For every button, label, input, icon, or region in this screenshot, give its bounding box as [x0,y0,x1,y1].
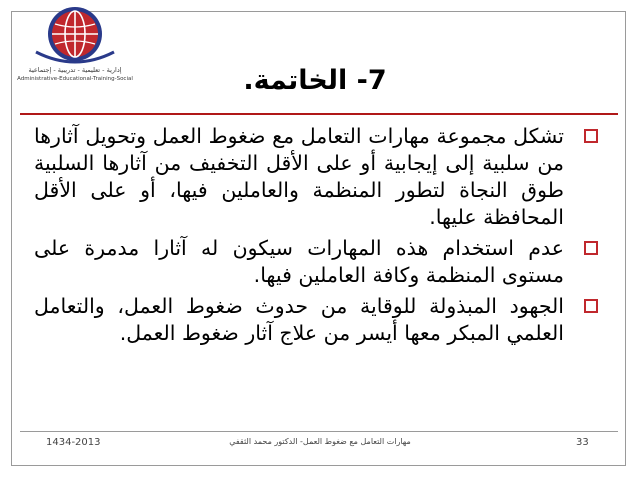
globe-logo-icon [14,0,136,66]
bullet-item [34,235,594,289]
bullet-text: الجهود المبذولة للوقاية من حدوث ضغوط العمل، والتعامل العلمي المبكر معها أيسر من علاج آثار ضغوط العمل. [34,294,564,345]
organization-logo [14,0,136,96]
logo-arabic-caption: إدارية - تعليمية - تدريبية - إجتماعية [28,66,122,74]
square-bullet-icon [584,241,598,255]
bullet-text: تشكل مجموعة مهارات التعامل مع ضغوط العمل وتحويل آثارها من سلبية إلى إيجابية أو على الأقل التخفيف من آثارها السلبية طوق النجاة لتطور المنظمة والعاملين فيها، أو على الأقل المحافظة عليها. [34,124,564,229]
square-bullet-icon [584,299,598,313]
bullet-item [34,123,594,231]
page-number: 33 [576,437,589,448]
bullet-item [34,293,594,347]
footer-year: 1434-2013 [46,437,101,448]
logo-english-caption: Administrative-Educational-Training-Social [17,76,133,82]
footer-caption: مهارات التعامل مع ضغوط العمل- الدكتور محمد الثقفي [229,437,411,446]
title-divider [20,113,618,115]
bullet-list [34,123,594,351]
square-bullet-icon [584,129,598,143]
footer-divider [20,431,618,432]
bullet-text: عدم استخدام هذه المهارات سيكون له آثارا مدمرة على مستوى المنظمة وكافة العاملين فيها. [34,236,564,287]
slide-title: 7- الخاتمة. [243,65,387,96]
